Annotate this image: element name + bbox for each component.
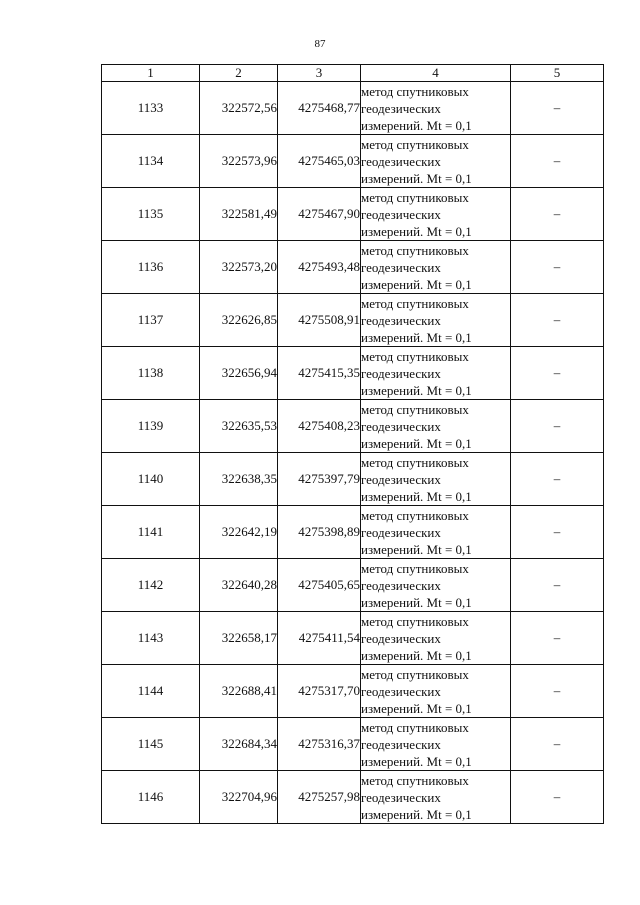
coordinate-x: 322688,41 — [200, 665, 278, 718]
method-line: геодезических — [361, 789, 441, 805]
header-cell-4: 4 — [361, 65, 511, 82]
table-row — [102, 188, 604, 241]
point-number: 1135 — [102, 188, 200, 241]
method-description — [361, 718, 511, 771]
note-cell: – — [511, 612, 604, 665]
method-line: метод спутниковых — [361, 666, 469, 682]
coordinate-x: 322581,49 — [200, 188, 278, 241]
table-row — [102, 294, 604, 347]
note-cell: – — [511, 718, 604, 771]
point-number: 1143 — [102, 612, 200, 665]
method-description — [361, 453, 511, 506]
coordinate-x: 322704,96 — [200, 771, 278, 824]
point-number: 1146 — [102, 771, 200, 824]
method-line: метод спутниковых — [361, 189, 469, 205]
table-row — [102, 453, 604, 506]
method-line: геодезических — [361, 259, 441, 275]
point-number: 1140 — [102, 453, 200, 506]
method-description — [361, 82, 511, 135]
coordinate-x: 322642,19 — [200, 506, 278, 559]
method-line: метод спутниковых — [361, 136, 469, 152]
method-line: измерений. Mt = 0,1 — [361, 276, 472, 292]
table-row — [102, 135, 604, 188]
method-line: метод спутниковых — [361, 772, 469, 788]
coordinate-x: 322573,20 — [200, 241, 278, 294]
point-number: 1136 — [102, 241, 200, 294]
coordinate-x: 322640,28 — [200, 559, 278, 612]
point-number: 1134 — [102, 135, 200, 188]
table-row — [102, 82, 604, 135]
coordinate-x: 322573,96 — [200, 135, 278, 188]
table-row — [102, 665, 604, 718]
method-line: измерений. Mt = 0,1 — [361, 541, 472, 557]
method-line: метод спутниковых — [361, 242, 469, 258]
method-line: геодезических — [361, 206, 441, 222]
note-cell: – — [511, 400, 604, 453]
method-line: метод спутниковых — [361, 560, 469, 576]
method-line: метод спутниковых — [361, 83, 469, 99]
coordinate-y: 4275316,37 — [278, 718, 361, 771]
point-number: 1138 — [102, 347, 200, 400]
method-line: измерений. Mt = 0,1 — [361, 647, 472, 663]
note-cell: – — [511, 506, 604, 559]
method-line: метод спутниковых — [361, 507, 469, 523]
table-header — [102, 65, 604, 82]
method-line: метод спутниковых — [361, 719, 469, 735]
coordinate-x: 322658,17 — [200, 612, 278, 665]
note-cell: – — [511, 241, 604, 294]
coordinate-x: 322656,94 — [200, 347, 278, 400]
method-line: измерений. Mt = 0,1 — [361, 329, 472, 345]
coordinate-x: 322635,53 — [200, 400, 278, 453]
coordinate-y: 4275257,98 — [278, 771, 361, 824]
coordinate-y: 4275317,70 — [278, 665, 361, 718]
note-cell: – — [511, 771, 604, 824]
note-cell: – — [511, 82, 604, 135]
header-row — [102, 65, 604, 82]
method-line: геодезических — [361, 418, 441, 434]
point-number: 1141 — [102, 506, 200, 559]
table-row — [102, 718, 604, 771]
method-line: геодезических — [361, 100, 441, 116]
coordinate-x: 322638,35 — [200, 453, 278, 506]
method-line: измерений. Mt = 0,1 — [361, 223, 472, 239]
method-line: метод спутниковых — [361, 401, 469, 417]
method-description — [361, 400, 511, 453]
coordinate-x: 322626,85 — [200, 294, 278, 347]
method-description — [361, 347, 511, 400]
coordinate-y: 4275411,54 — [278, 612, 361, 665]
method-line: геодезических — [361, 153, 441, 169]
method-line: измерений. Mt = 0,1 — [361, 435, 472, 451]
table-row — [102, 506, 604, 559]
point-number: 1145 — [102, 718, 200, 771]
method-line: геодезических — [361, 524, 441, 540]
header-cell-1: 1 — [102, 65, 200, 82]
method-line: геодезических — [361, 312, 441, 328]
method-line: измерений. Mt = 0,1 — [361, 700, 472, 716]
method-description — [361, 294, 511, 347]
coordinate-y: 4275405,65 — [278, 559, 361, 612]
method-line: геодезических — [361, 365, 441, 381]
table-row — [102, 612, 604, 665]
page-number: 87 — [314, 38, 326, 50]
coordinate-y: 4275415,35 — [278, 347, 361, 400]
point-number: 1144 — [102, 665, 200, 718]
method-line: геодезических — [361, 577, 441, 593]
method-line: измерений. Mt = 0,1 — [361, 594, 472, 610]
note-cell: – — [511, 665, 604, 718]
method-description — [361, 612, 511, 665]
coordinates-table — [101, 64, 604, 824]
method-line: геодезических — [361, 683, 441, 699]
note-cell: – — [511, 188, 604, 241]
coordinate-x: 322684,34 — [200, 718, 278, 771]
method-line: геодезических — [361, 471, 441, 487]
method-line: измерений. Mt = 0,1 — [361, 117, 472, 133]
coordinate-y: 4275508,91 — [278, 294, 361, 347]
point-number: 1142 — [102, 559, 200, 612]
coordinate-y: 4275397,79 — [278, 453, 361, 506]
method-description — [361, 135, 511, 188]
method-description — [361, 188, 511, 241]
method-line: измерений. Mt = 0,1 — [361, 806, 472, 822]
method-line: метод спутниковых — [361, 295, 469, 311]
note-cell: – — [511, 347, 604, 400]
method-description — [361, 665, 511, 718]
method-line: измерений. Mt = 0,1 — [361, 488, 472, 504]
table-row — [102, 559, 604, 612]
method-line: геодезических — [361, 630, 441, 646]
coordinate-y: 4275493,48 — [278, 241, 361, 294]
method-line: измерений. Mt = 0,1 — [361, 382, 472, 398]
table-row — [102, 400, 604, 453]
table-row — [102, 347, 604, 400]
note-cell: – — [511, 135, 604, 188]
table-body — [102, 82, 604, 824]
table-row — [102, 241, 604, 294]
coordinate-x: 322572,56 — [200, 82, 278, 135]
note-cell: – — [511, 294, 604, 347]
note-cell: – — [511, 559, 604, 612]
method-line: метод спутниковых — [361, 613, 469, 629]
header-cell-3: 3 — [278, 65, 361, 82]
method-line: геодезических — [361, 736, 441, 752]
method-line: метод спутниковых — [361, 348, 469, 364]
method-description — [361, 241, 511, 294]
header-cell-5: 5 — [511, 65, 604, 82]
point-number: 1133 — [102, 82, 200, 135]
method-line: измерений. Mt = 0,1 — [361, 753, 472, 769]
method-description — [361, 506, 511, 559]
method-description — [361, 771, 511, 824]
coordinate-y: 4275398,89 — [278, 506, 361, 559]
method-line: метод спутниковых — [361, 454, 469, 470]
method-description — [361, 559, 511, 612]
coordinate-y: 4275468,77 — [278, 82, 361, 135]
coordinate-y: 4275465,03 — [278, 135, 361, 188]
coordinate-y: 4275467,90 — [278, 188, 361, 241]
method-line: измерений. Mt = 0,1 — [361, 170, 472, 186]
header-cell-2: 2 — [200, 65, 278, 82]
point-number: 1139 — [102, 400, 200, 453]
point-number: 1137 — [102, 294, 200, 347]
coordinate-y: 4275408,23 — [278, 400, 361, 453]
note-cell: – — [511, 453, 604, 506]
table-row — [102, 771, 604, 824]
